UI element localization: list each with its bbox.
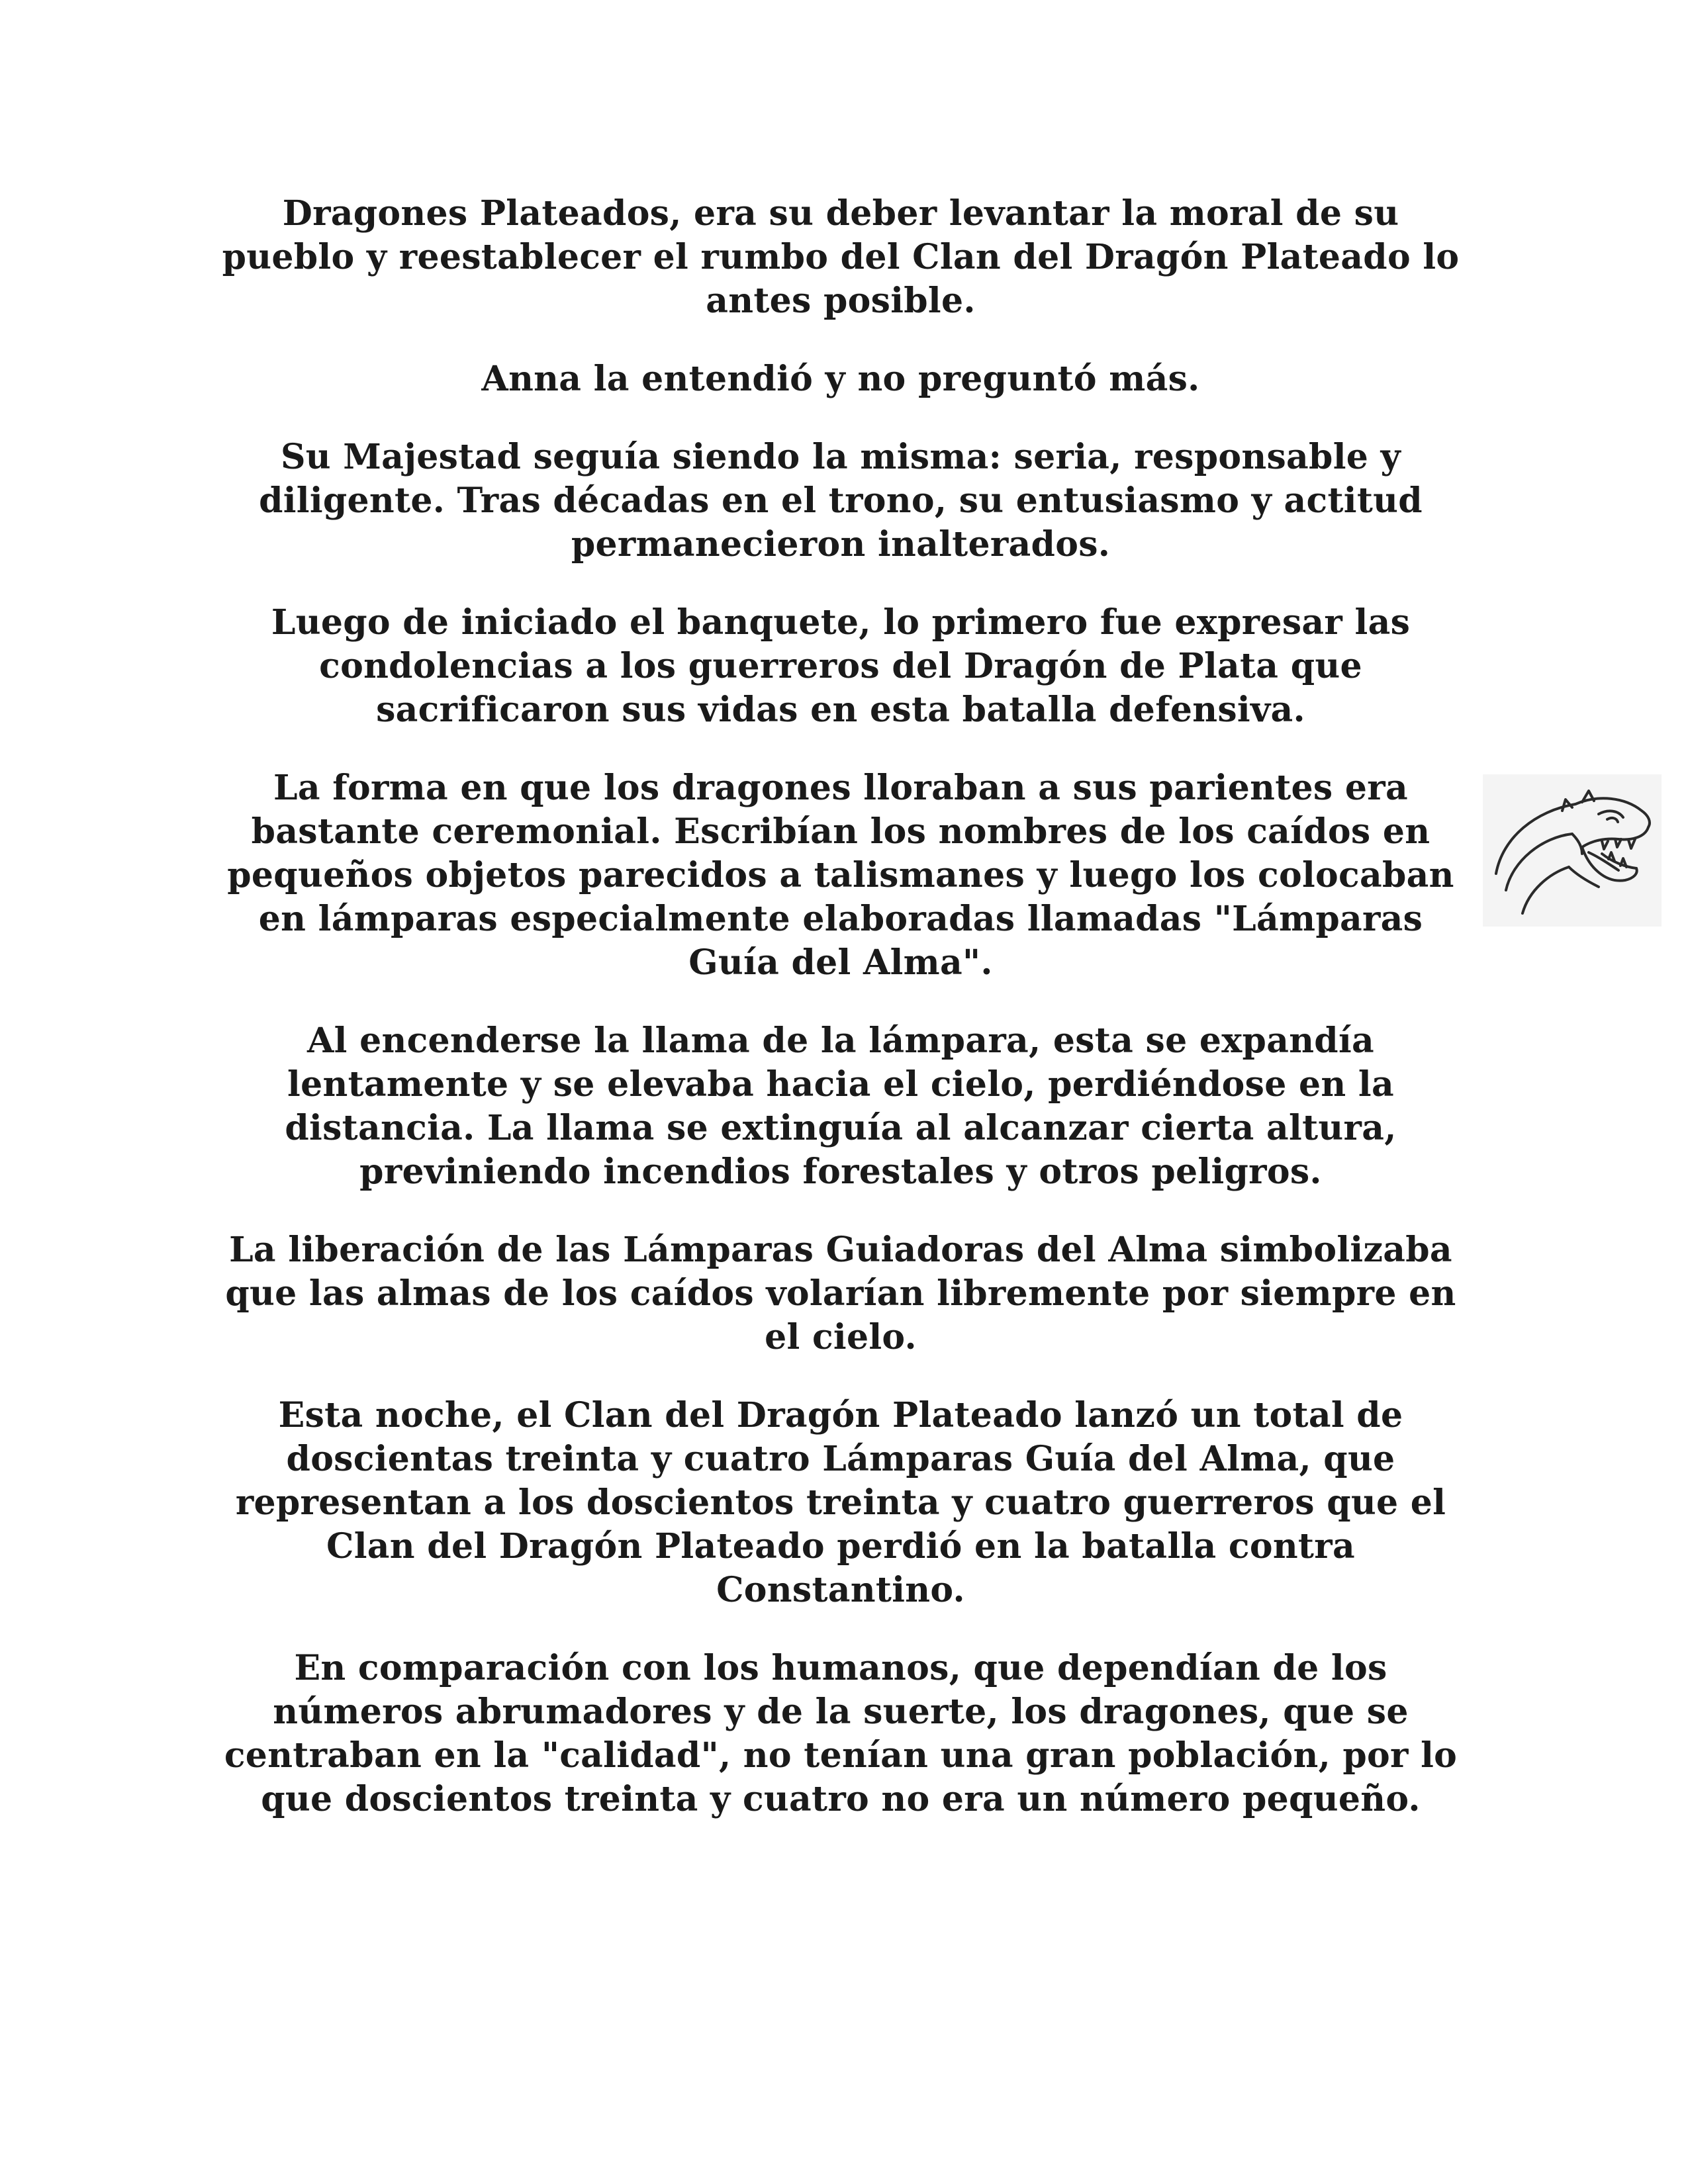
dragon-head-sketch-icon xyxy=(1483,774,1662,927)
paragraph-1: Dragones Plateados, era su deber levantar la moral de su pueblo y reestablecer el rumbo del Clan del Dragón Plateado lo antes posible. xyxy=(222,193,1460,321)
paragraph-4: Luego de iniciado el banquete, lo primero fue expresar las condolencias a los guerreros del Dragón de Plata que sacrificaron sus vidas en esta batalla defensiva. xyxy=(271,602,1411,730)
paragraph-2: Anna la entendió y no preguntó más. xyxy=(481,359,1200,399)
paragraph-9: En comparación con los humanos, que dependían de los números abrumadores y de la suerte, los dragones, que se centraban en la "calidad", no tenían una gran población, por lo que doscientos treinta y cuatro no era un número pequeño. xyxy=(224,1648,1458,1819)
paragraph-8: Esta noche, el Clan del Dragón Plateado lanzó un total de doscientas treinta y cuatro Lámparas Guía del Alma, que representan a los doscientos treinta y cuatro guerreros que el Clan del Dragón Plateado perdió en la batalla contra Constantino. xyxy=(235,1395,1446,1610)
paragraph-6: Al encenderse la llama de la lámpara, esta se expandía lentamente y se elevaba hacia el cielo, perdiéndose en la distancia. La llama se extinguía al alcanzar cierta altura, previniendo incendios forestales y otros peligros. xyxy=(285,1021,1397,1192)
paragraph-5: La forma en que los dragones lloraban a sus parientes era bastante ceremonial. Escribían los nombres de los caídos en pequeños objetos parecidos a talismanes y luego los colocaban en lámparas especialmente elaboradas llamadas "Lámparas Guía del Alma". xyxy=(227,768,1454,983)
text-column xyxy=(218,192,1463,1856)
paragraph-3: Su Majestad seguía siendo la misma: seria, responsable y diligente. Tras décadas en el trono, su entusiasmo y actitud permanecieron inalterados. xyxy=(259,437,1423,565)
paragraph-7: La liberación de las Lámparas Guiadoras del Alma simbolizaba que las almas de los caídos volarían libremente por siempre en el cielo. xyxy=(225,1230,1456,1357)
